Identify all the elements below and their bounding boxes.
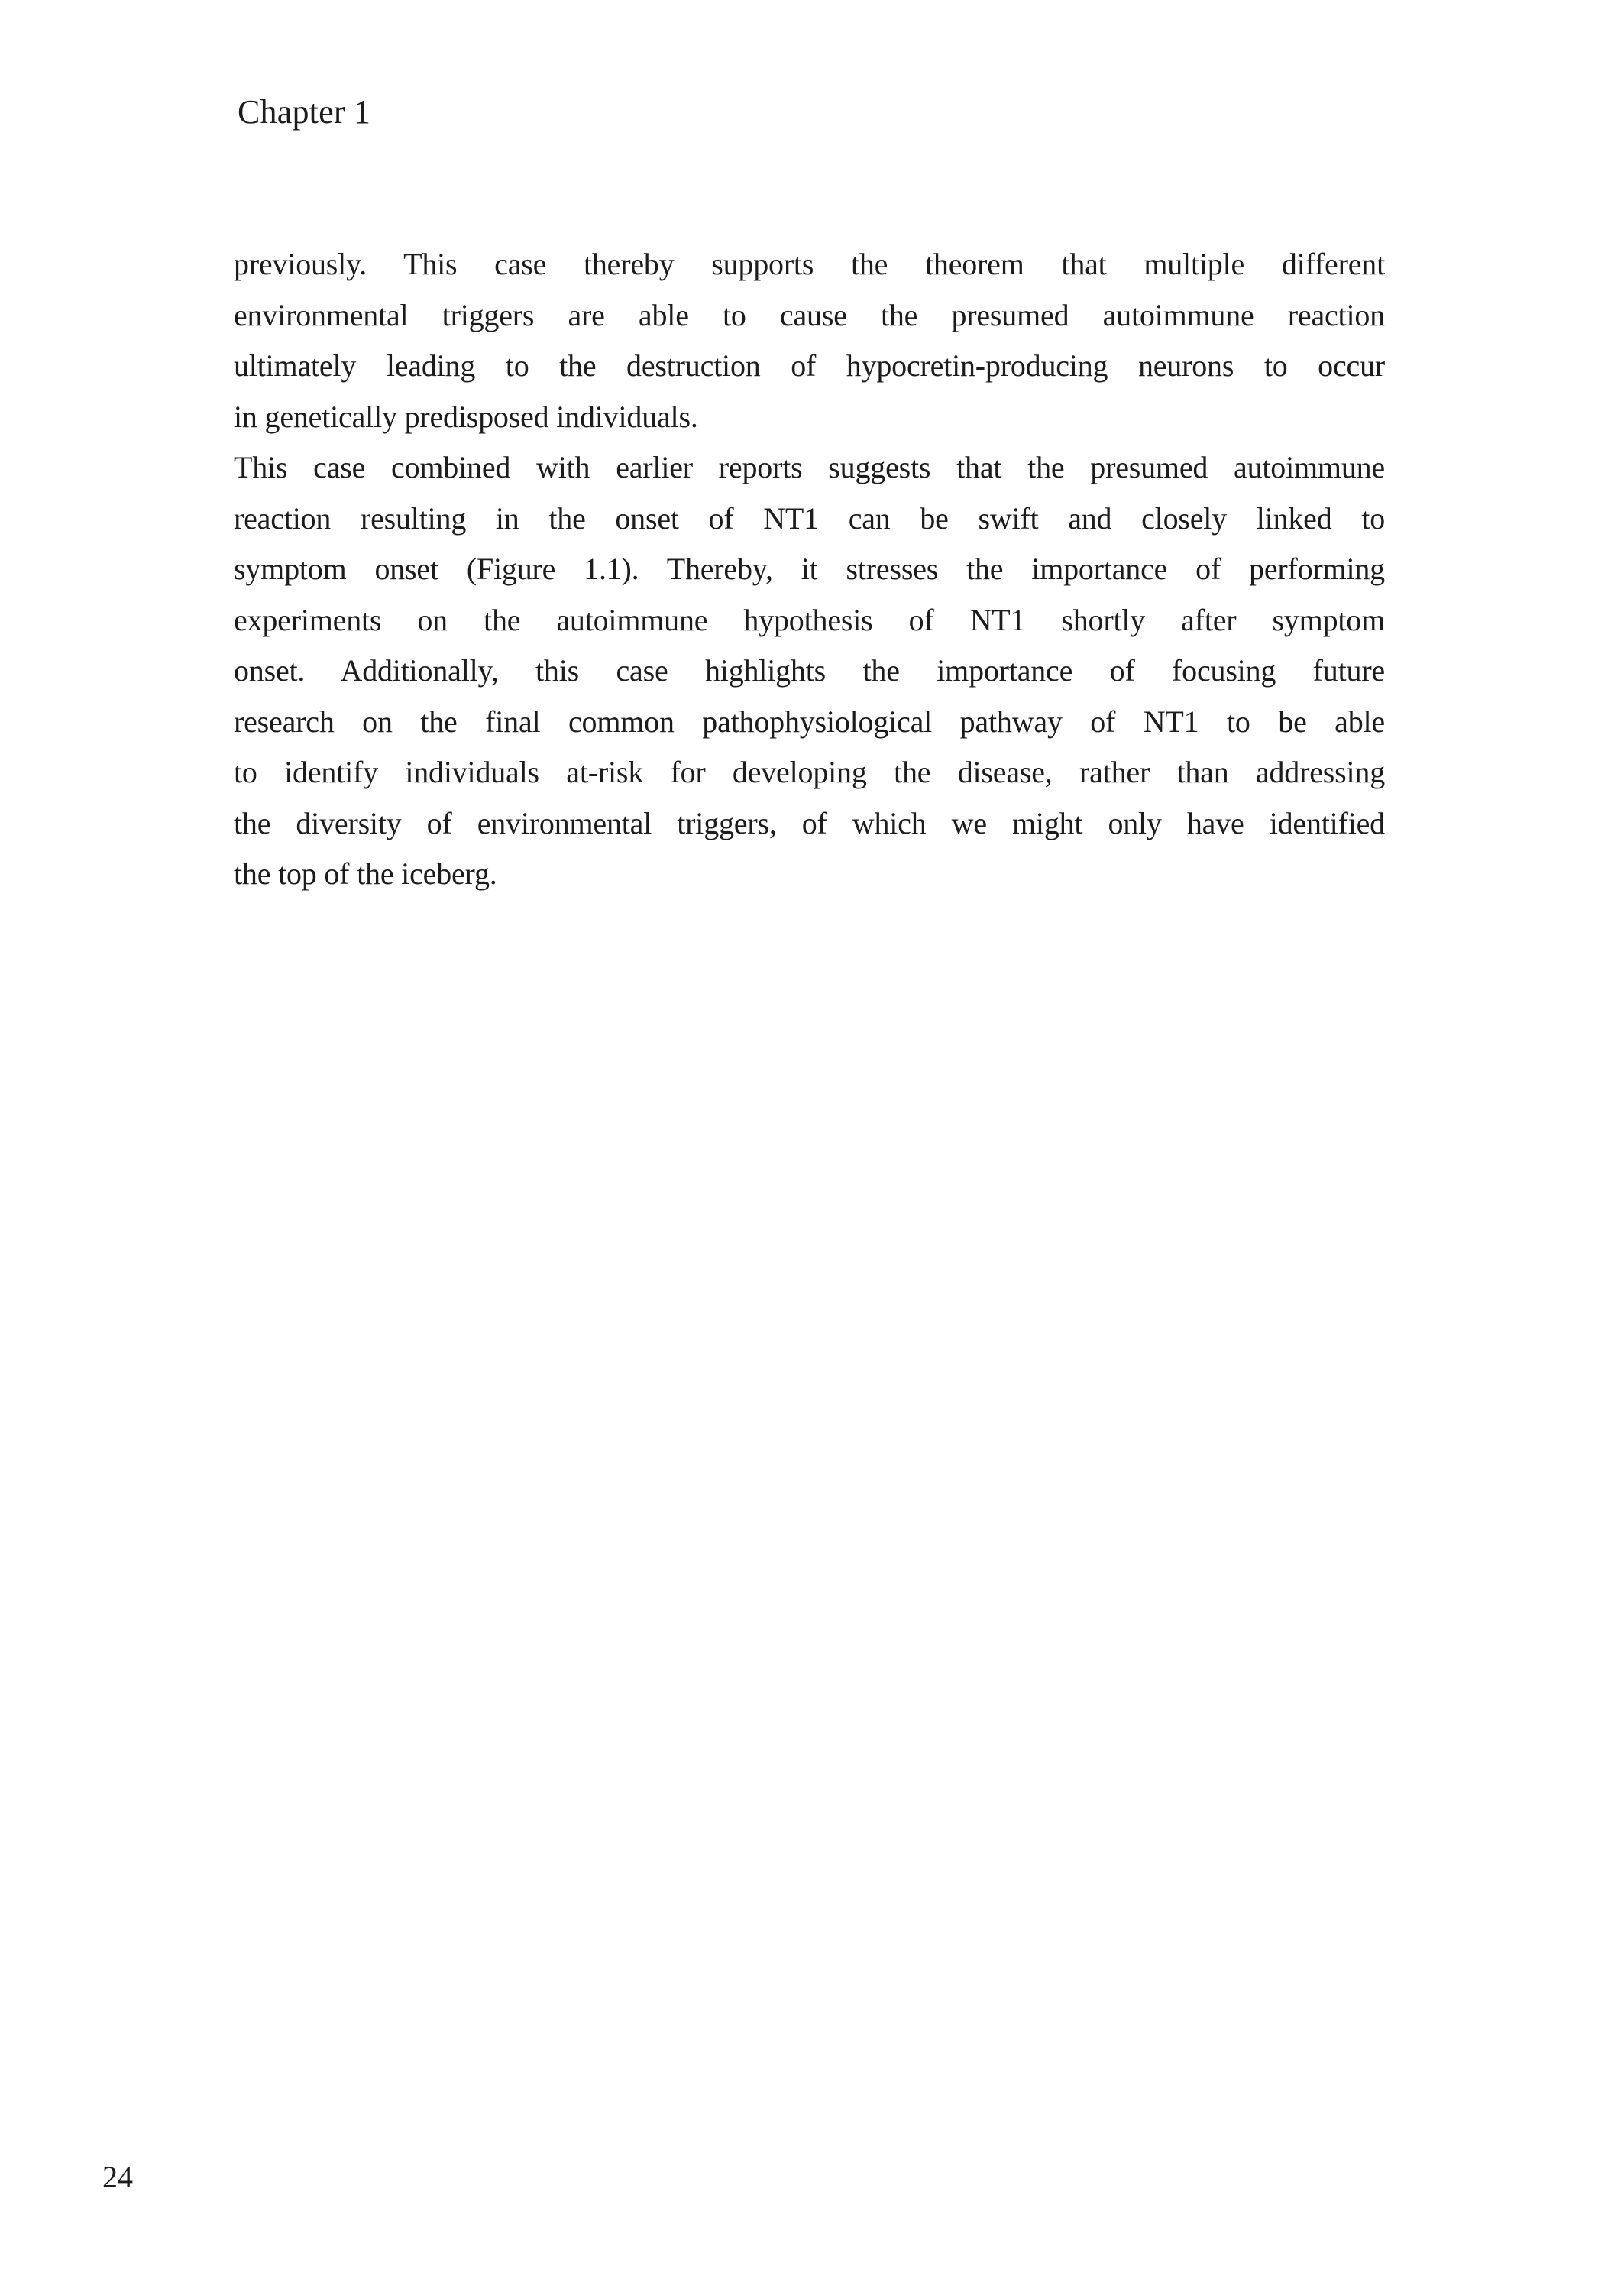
text-line: to identify individuals at-risk for developing the disease, rather than addressing — [234, 755, 1385, 789]
text-line: previously. This case thereby supports the theorem that multiple different — [234, 247, 1385, 281]
body-text — [234, 239, 1385, 900]
text-line: symptom onset (Figure 1.1). Thereby, it stresses the importance of performing — [234, 552, 1385, 586]
text-line: ultimately leading to the destruction of hypocretin-producing neurons to occur — [234, 348, 1385, 383]
text-line: the top of the iceberg. — [234, 856, 497, 891]
text-line: the diversity of environmental triggers, of which we might only have identified — [234, 805, 1385, 840]
page-number: 24 — [102, 2160, 133, 2194]
running-header: Chapter 1 — [238, 93, 371, 131]
text-line: experiments on the autoimmune hypothesis of NT1 shortly after symptom — [234, 602, 1385, 637]
paragraph — [234, 442, 1385, 900]
text-line: research on the final common pathophysiological pathway of NT1 to be able — [234, 704, 1385, 739]
text-line: This case combined with earlier reports suggests that the presumed autoimmune — [234, 450, 1385, 484]
text-line: reaction resulting in the onset of NT1 can be swift and closely linked to — [234, 500, 1385, 536]
text-line: environmental triggers are able to cause the presumed autoimmune reaction — [234, 297, 1385, 332]
paragraph — [234, 239, 1385, 442]
text-line: in genetically predisposed individuals. — [234, 399, 698, 434]
text-line: onset. Additionally, this case highlights the importance of focusing future — [234, 653, 1385, 688]
